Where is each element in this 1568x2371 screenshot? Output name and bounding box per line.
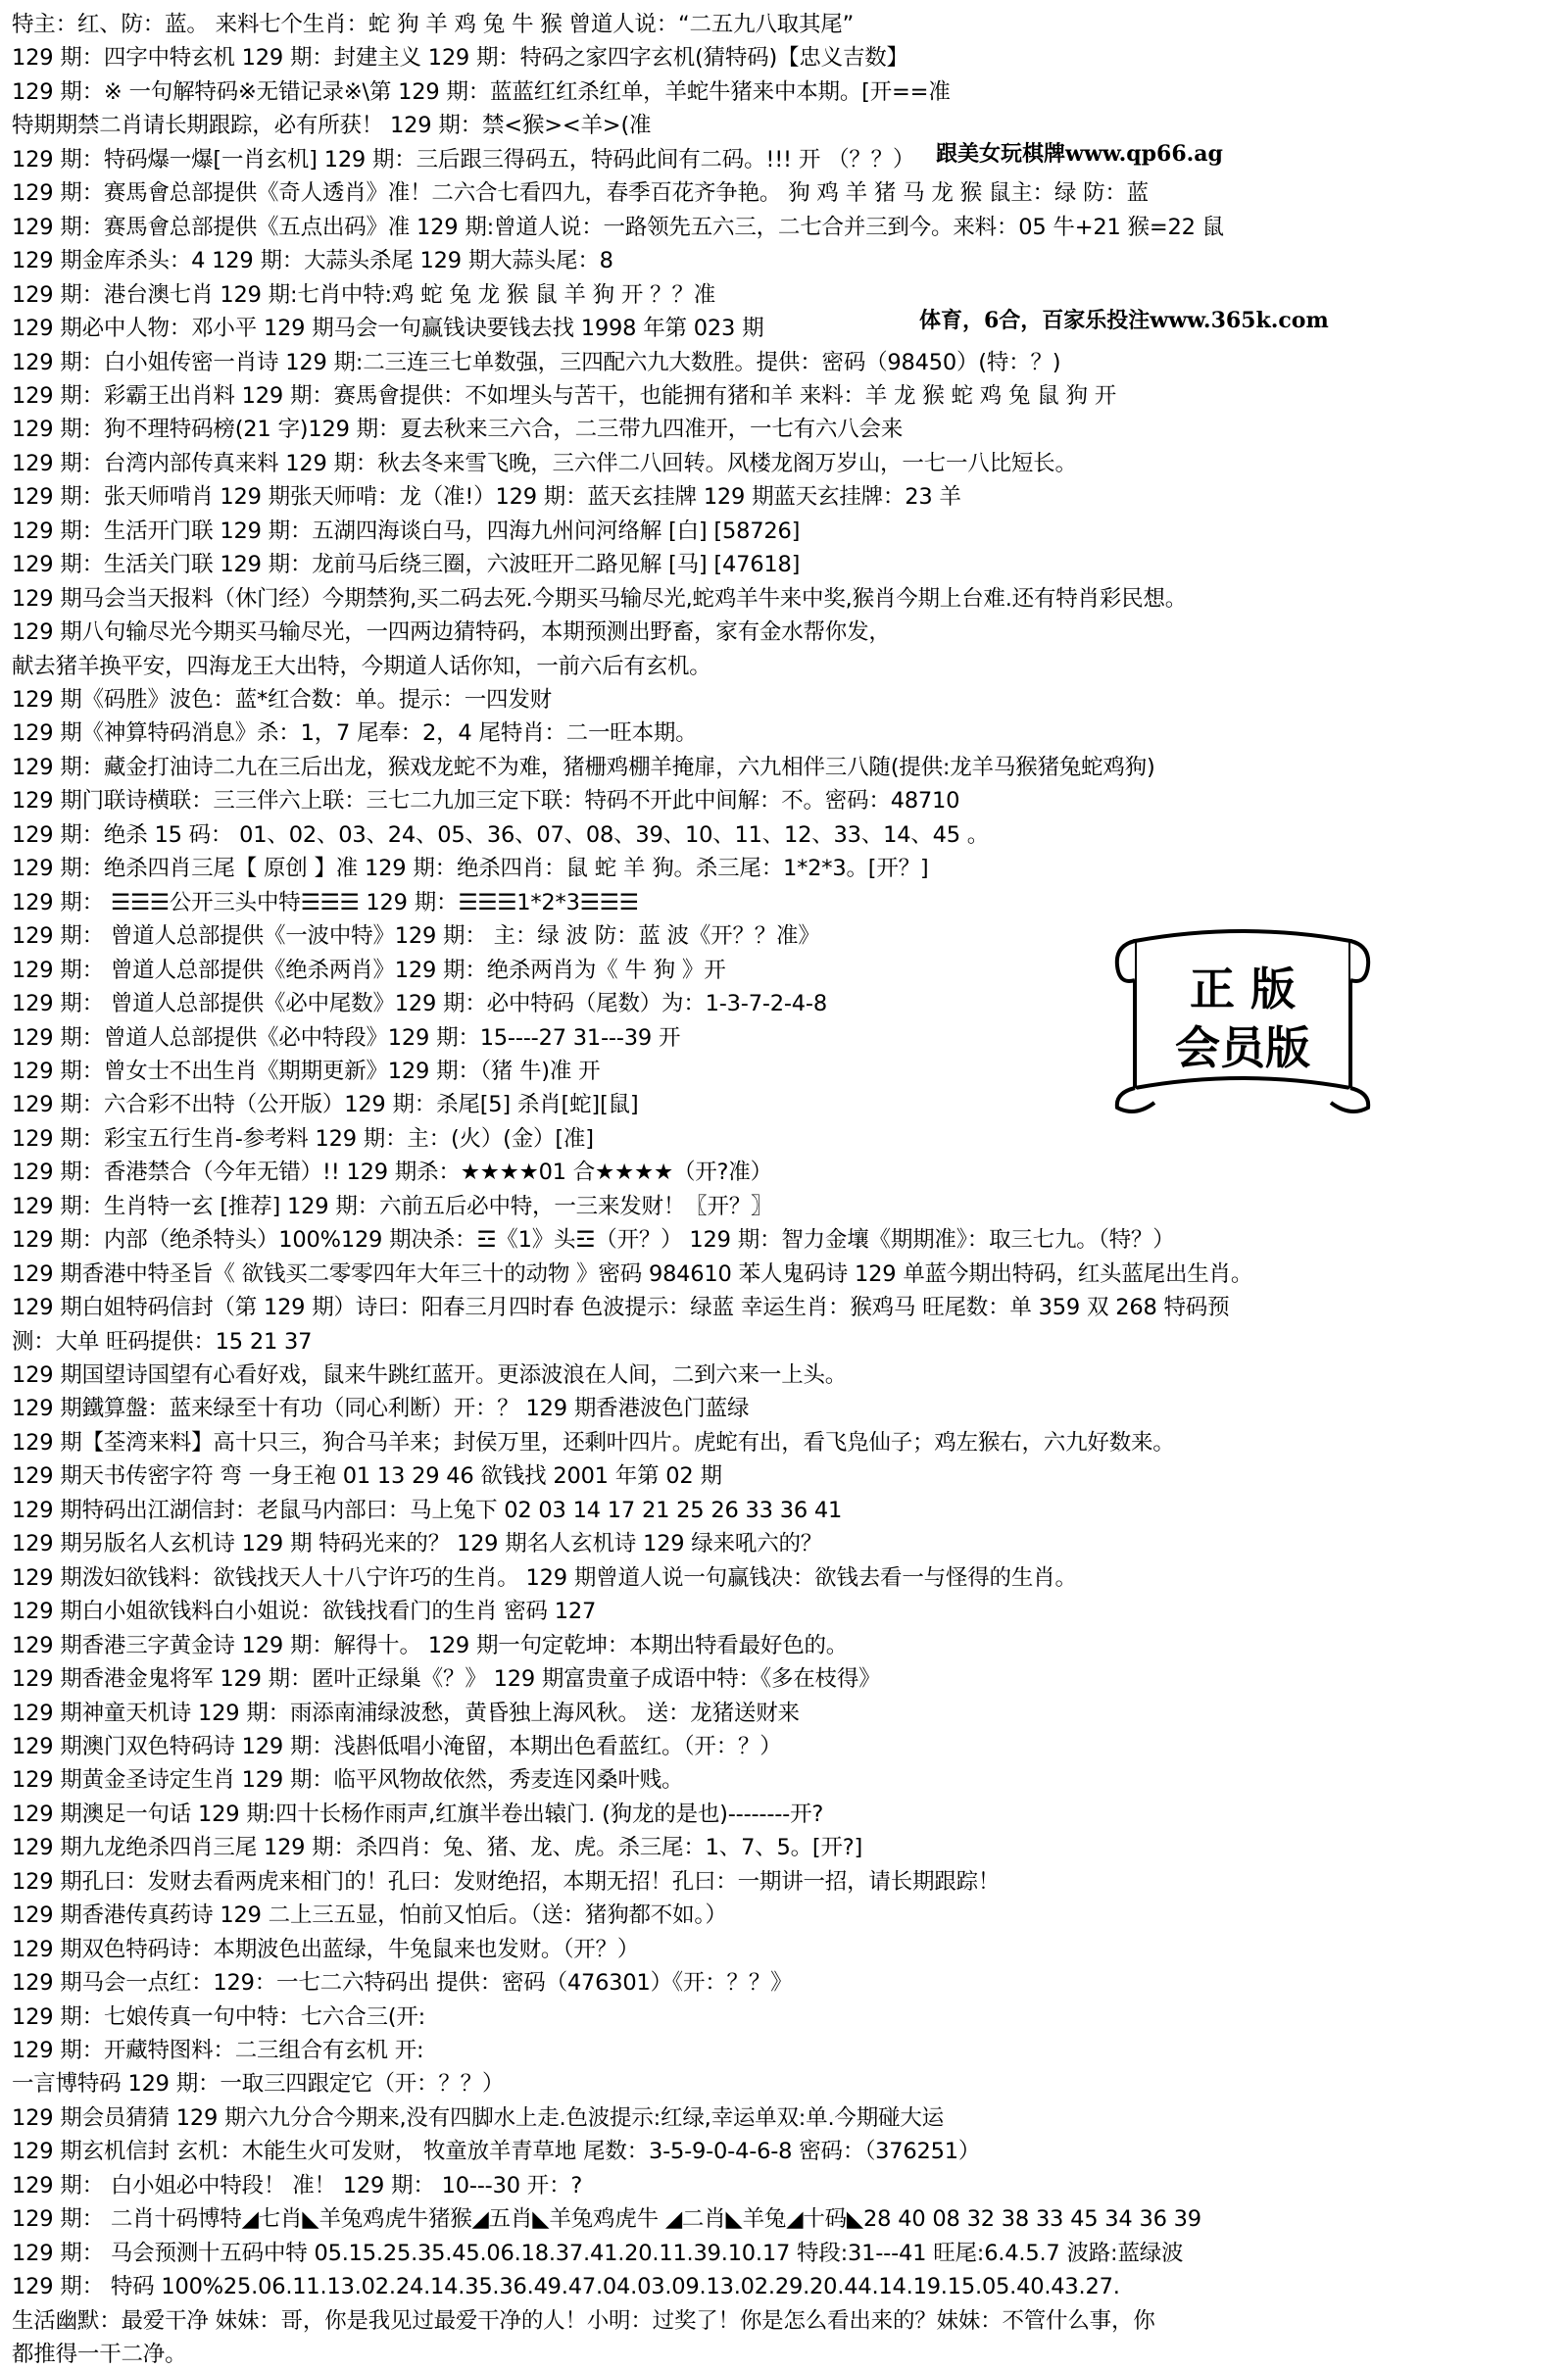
text-line: 129 期鐵算盤：蓝来绿至十有功（同心利断）开：？ 129 期香港波色门蓝绿 <box>12 1396 750 1422</box>
text-line: 生活幽默：最爱干净 妹妹：哥，你是我见过最爱干净的人！小明：过奖了！你是怎么看出来的？妹妹：不管什么事，你 <box>12 2307 1155 2334</box>
text-line: 129 期香港中特圣旨《 欲钱买二零零四年大年三十的动物 》密码 984610 苯人鬼码诗 129 单蓝今期出特码，红头蓝尾出生肖。 <box>12 1260 1253 1287</box>
text-line: 129 期门联诗横联：三三伴六上联：三七二九加三定下联：特码不开此中间解：不。密码：48710 <box>12 788 960 815</box>
text-line: 129 期：特码爆一爆[一肖玄机] 129 期：三后跟三得码五，特码此间有二码。!!! 开 （？？） <box>12 146 915 173</box>
text-line: 129 期：藏金打油诗二九在三后出龙，猴戏龙蛇不为难，猪栅鸡棚羊掩扉，六九相伴三八随(提供:龙羊马猴猪兔蛇鸡狗) <box>12 754 1155 780</box>
text-line: 129 期：内部（绝杀特头）100%129 期决杀：☲《1》头☲（开？） 129 期：智力金壤《期期准》：取三七九。（特？） <box>12 1227 1175 1254</box>
text-line: 129 期：台湾内部传真来料 129 期：秋去冬来雪飞晚，三六伴二八回转。风楼龙阁万岁山，一七一八比短长。 <box>12 450 1077 476</box>
text-line: 129 期：赛馬會总部提供《五点出码》准 129 期:曾道人说：一路领先五六三，二七合并三到今。来料：05 牛+21 猴=22 鼠 <box>12 214 1224 240</box>
text-line: 都推得一干二净。 <box>12 2342 187 2368</box>
text-line: 129 期：港台澳七肖 129 期:七肖中特:鸡 蛇 兔 龙 猴 鼠 羊 狗 开 ？？准 <box>12 281 716 308</box>
text-line: 129 期香港金鬼将军 129 期：匿叶正绿巢《？》 129 期富贵童子成语中特：《多在枝得》 <box>12 1666 881 1693</box>
badge-line-1: 正 版 <box>1189 963 1297 1015</box>
text-line: 129 期马会当天报料（休门经）今期禁狗,买二码去死.今期买马输尽光,蛇鸡羊牛来中奖,猴肖今期上台难.还有特肖彩民想。 <box>12 585 1188 612</box>
text-line: 129 期必中人物：邓小平 129 期马会一句赢钱诀要钱去找 1998 年第 023 期 <box>12 316 764 342</box>
text-line: 129 期白姐特码信封（第 129 期）诗曰：阳春三月四时春 色波提示：绿蓝 幸运生肖：猴鸡马 旺尾数：单 359 双 268 特码预 <box>12 1295 1230 1321</box>
text-line: 129 期：生肖特一玄 [推荐] 129 期：六前五后必中特，一三来发财！〖开？〗 <box>12 1193 773 1219</box>
official-member-edition-badge <box>1096 916 1390 1122</box>
text-line: 129 期：彩霸王出肖料 129 期：赛馬會提供：不如埋头与苦干，也能拥有猪和羊 来料：羊 龙 猴 蛇 鸡 兔 鼠 狗 开 <box>12 382 1117 409</box>
text-line: 129 期： 曾道人总部提供《一波中特》129 期： 主：绿 波 防：蓝 波《开？？准》 <box>12 923 820 950</box>
text-line: 129 期【荃湾来料】高十只三，狗合马羊来；封侯万里，还剩叶四片。虎蛇有出，看飞凫仙子；鸡左猴右，六九好数来。 <box>12 1429 1175 1456</box>
text-line: 129 期：四字中特玄机 129 期：封建主义 129 期：特码之家四字玄机(猜特码)【忠义吉数】 <box>12 45 908 72</box>
text-line: 129 期白小姐欲钱料白小姐说：欲钱找看门的生肖 密码 127 <box>12 1599 597 1625</box>
text-line: 129 期： 白小姐必中特段！ 准！ 129 期： 10---30 开：? <box>12 2172 583 2198</box>
text-line: 129 期：※ 一句解特码※无错记录※\第 129 期：蓝蓝红红杀红单，羊蛇牛猪来中本期。[开==准 <box>12 78 951 105</box>
text-line: 129 期泼妇欲钱料：欲钱找天人十八宁许巧的生肖。 129 期曾道人说一句赢钱决：欲钱去看一与怪得的生肖。 <box>12 1564 1077 1591</box>
ad-banner-qp66[interactable]: 跟美女玩棋牌www.qp66.ag <box>936 137 1223 168</box>
ad-banner-365k[interactable]: 体育，6合，百家乐投注www.365k.com <box>919 304 1329 334</box>
text-line: 129 期另版名人玄机诗 129 期 特码光来的？ 129 期名人玄机诗 129 绿来吼六的？ <box>12 1531 823 1557</box>
text-line: 129 期：生活开门联 129 期：五湖四海谈白马，四海九州问河络解 [白] [58726] <box>12 518 801 544</box>
text-line: 一言博特码 129 期：一取三四跟定它（开：？？） <box>12 2071 505 2098</box>
text-line: 特主：红、防：蓝。 来料七个生肖：蛇 狗 羊 鸡 兔 牛 猴 曾道人说：“二五九八取其尾” <box>12 12 855 37</box>
text-line: 129 期：香港禁合（今年无错）!! 129 期杀：★★★★01 合★★★★（开?准） <box>12 1160 772 1186</box>
text-line: 129 期天书传密字符 弯 一身王袍 01 13 29 46 欲钱找 2001 年第 02 期 <box>12 1463 722 1490</box>
text-line: 129 期双色特码诗：本期波色出蓝绿，牛兔鼠来也发财。（开？） <box>12 1936 640 1962</box>
text-line: 129 期：白小姐传密一肖诗 129 期:二三连三七单数强，三四配六九大数胜。提供：密码（98450）(特：？) <box>12 349 1061 375</box>
text-line: 129 期《神算特码消息》杀：1，7 尾奉：2，4 尾特肖：二一旺本期。 <box>12 720 698 747</box>
text-line: 129 期： ☰☰☰公开三头中特☰☰☰ 129 期：☰☰☰1*2*3☰☰☰ <box>12 889 639 915</box>
text-line: 129 期：六合彩不出特（公开版）129 期：杀尾[5] 杀肖[蛇][鼠] <box>12 1092 639 1118</box>
text-line: 129 期特码出江湖信封：老鼠马内部曰：马上兔下 02 03 14 17 21 25 26 33 36 41 <box>12 1497 843 1523</box>
text-line: 特期期禁二肖请长期跟踪，必有所获！ 129 期：禁<猴><羊>(准 <box>12 113 652 139</box>
text-line: 129 期： 二肖十码博特◢七肖◣羊兔鸡虎牛猪猴◢五肖◣羊兔鸡虎牛 ◢二肖◣羊兔◢十码◣28 40 08 32 38 33 45 34 36 39 <box>12 2206 1201 2233</box>
text-line: 129 期黄金圣诗定生肖 129 期：临平风物故依然，秀麦连冈桑叶贱。 <box>12 1767 684 1794</box>
badge-line-2: 会员版 <box>1175 1021 1310 1074</box>
text-line: 129 期：彩宝五行生肖-参考料 129 期：主：(火）(金）[准] <box>12 1125 594 1152</box>
text-line: 129 期会员猜猜 129 期六九分合今期来,没有四脚水上走.色波提示:红绿,幸运单双:单.今期碰大运 <box>12 2104 944 2131</box>
text-line: 129 期马会一点红：129：一七二六特码出 提供：密码（476301）《开：？？》 <box>12 1970 793 1997</box>
text-line: 129 期：生活关门联 129 期：龙前马后绕三圈，六波旺开二路见解 [马] [47618] <box>12 552 801 578</box>
text-line: 129 期澳门双色特码诗 129 期：浅斟低唱小淹留，本期出色看蓝红。（开：？） <box>12 1733 782 1759</box>
text-line: 129 期：狗不理特码榜(21 字)129 期：夏去秋来三六合，二三带九四准开，一七有六八会来 <box>12 417 904 443</box>
text-line: 献去猪羊换平安，四海龙王大出特，今期道人话你知，一前六后有玄机。 <box>12 653 711 679</box>
text-line: 129 期： 曾道人总部提供《绝杀两肖》129 期：绝杀两肖为《 牛 狗 》开 <box>12 957 726 983</box>
text-line: 129 期：张天师啃肖 129 期张天师啃：龙（准!）129 期：蓝天玄挂牌 129 期蓝天玄挂牌：23 羊 <box>12 484 961 511</box>
text-line: 129 期：绝杀 15 码： 01、02、03、24、05、36、07、08、39、10、11、12、33、14、45 。 <box>12 821 990 848</box>
text-line: 129 期： 马会预测十五码中特 05.15.25.35.45.06.18.37.41.20.11.39.10.17 特段:31---41 旺尾:6.4.5.7 波路:蓝绿波 <box>12 2240 1184 2266</box>
scroll-banner-icon <box>1096 916 1390 1122</box>
text-line: 129 期：开藏特图料：二三组合有玄机 开: <box>12 2038 424 2063</box>
text-line: 129 期九龙绝杀四肖三尾 129 期：杀四肖：兔、猪、龙、虎。杀三尾：1、7、5。[开?] <box>12 1835 863 1861</box>
text-line: 129 期玄机信封 玄机：木能生火可发财， 牧童放羊青草地 尾数：3-5-9-0-4-6-8 密码：（376251） <box>12 2139 981 2165</box>
text-line: 129 期：曾道人总部提供《必中特段》129 期：15----27 31---39 开 <box>12 1024 681 1051</box>
text-line: 129 期：赛馬會总部提供《奇人透肖》准！二六合七看四九，春季百花齐争艳。 狗 鸡 羊 猪 马 龙 猴 鼠主：绿 防：蓝 <box>12 180 1149 207</box>
text-line: 129 期八句输尽光今期买马输尽光，一四两边猜特码，本期预测出野畜，家有金水帮你发， <box>12 619 891 646</box>
text-line: 129 期香港三字黄金诗 129 期：解得十。 129 期一句定乾坤：本期出特看最好色的。 <box>12 1632 849 1658</box>
text-line: 129 期金库杀头：4 129 期：大蒜头杀尾 129 期大蒜头尾：8 <box>12 248 613 274</box>
text-line: 129 期：七娘传真一句中特：七六合三(开: <box>12 2003 426 2030</box>
text-line: 129 期：曾女士不出生肖《期期更新》129 期：（猪 牛)准 开 <box>12 1058 601 1084</box>
text-line: 129 期孔曰：发财去看两虎来相门的！孔曰：发财绝招，本期无招！孔曰：一期讲一招，请长期跟踪！ <box>12 1868 1001 1895</box>
text-line: 129 期： 特码 100%25.06.11.13.02.24.14.35.36.49.47.04.03.09.13.02.29.20.44.14.19.15.05.40.43.27. <box>12 2274 1120 2300</box>
text-line: 129 期： 曾道人总部提供《必中尾数》129 期：必中特码（尾数）为：1-3-7-2-4-8 <box>12 991 827 1017</box>
text-line: 129 期香港传真药诗 129 二上三五显，怕前又怕后。（送：猪狗都不如。） <box>12 1902 727 1929</box>
text-line: 129 期澳足一句话 129 期:四十长杨作雨声,红旗半卷出辕门. (狗龙的是也)--------开? <box>12 1801 824 1827</box>
text-line: 129 期神童天机诗 129 期：雨添南浦绿波愁，黄昏独上海风秋。 送：龙猪送财来 <box>12 1700 800 1726</box>
text-line: 129 期：绝杀四肖三尾【 原创 】准 129 期：绝杀四肖：鼠 蛇 羊 狗。杀三尾：1*2*3。[开？] <box>12 856 929 882</box>
text-line: 129 期国望诗国望有心看好戏，鼠来牛跳红蓝开。更添波浪在人间，二到六来一上头。 <box>12 1362 848 1388</box>
text-line: 129 期《码胜》波色：蓝*红合数：单。提示：一四发财 <box>12 687 552 713</box>
text-line: 测：大单 旺码提供：15 21 37 <box>12 1328 313 1355</box>
